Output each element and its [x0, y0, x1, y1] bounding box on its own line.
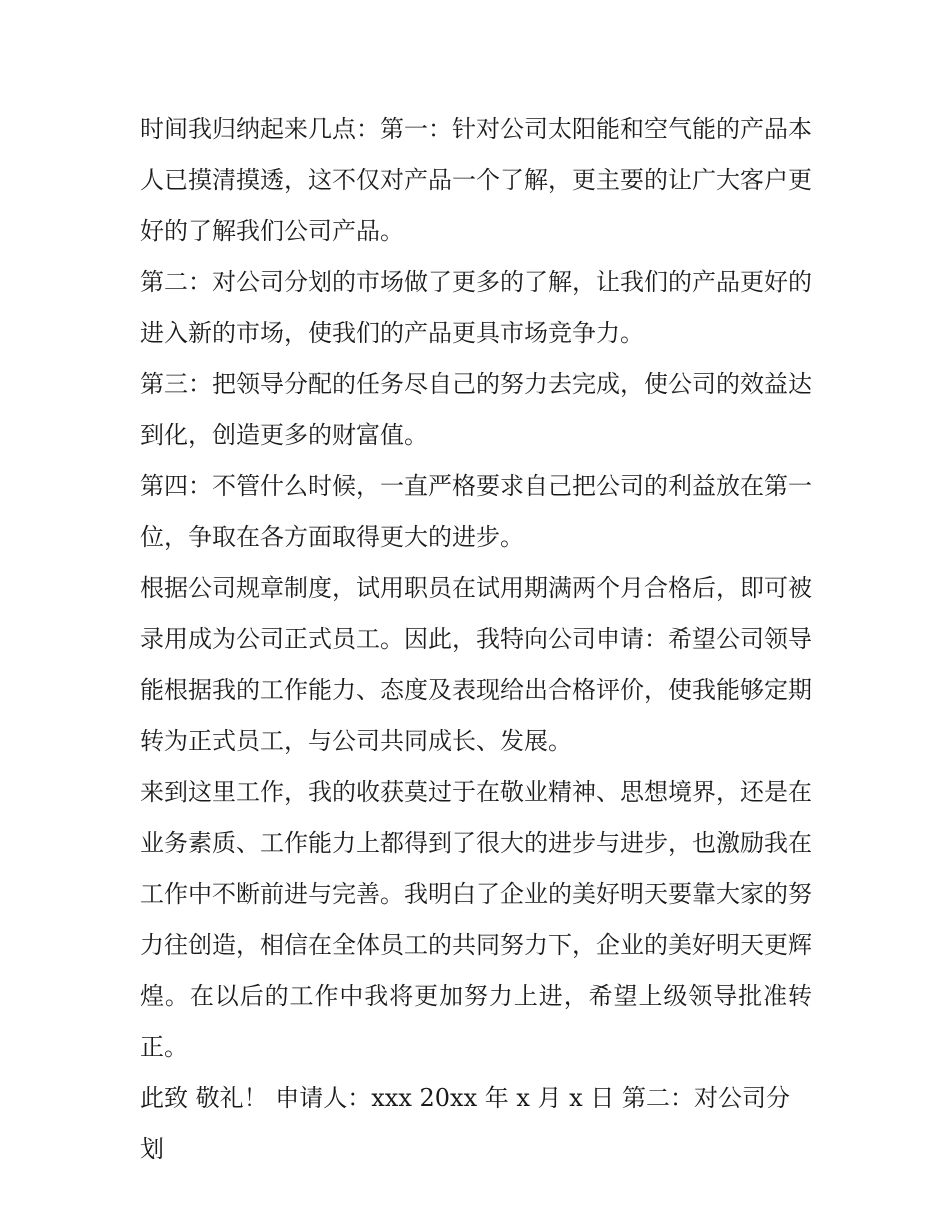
paragraph-closing-signature: 此致 敬礼！ 申请人：xxx 20xx 年 x 月 x 日 第二：对公司分划	[140, 1084, 790, 1163]
paragraph-work-gains: 来到这里工作，我的收获莫过于在敬业精神、思想境界，还是在业务素质、工作能力上都得到了很大的进步与进步，也激励我在工作中不断前进与完善。我明白了企业的美好明天要靠大家的努力往创造，相信在全体员工的共同努力下，企业的美好明天更辉煌。在以后的工作中我将更加努力上进，希望上级领导批准转正。	[140, 778, 812, 1061]
paragraph-company-rules: 根据公司规章制度，试用职员在试用期满两个月合格后，即可被录用成为公司正式员工。因此，我特向公司申请：希望公司领导能根据我的工作能力、态度及表现给出合格评价，使我能够定期转为正式员工，与公司共同成长、发展。	[140, 574, 812, 755]
paragraph-third-point: 第三：把领导分配的任务尽自己的努力去完成，使公司的效益达到化，创造更多的财富值。	[140, 370, 812, 449]
paragraph-second-point: 第二：对公司分划的市场做了更多的了解，让我们的产品更好的进入新的市场，使我们的产品更具市场竞争力。	[140, 268, 812, 347]
document-body	[140, 104, 812, 1175]
paragraph-intro-first-point: 时间我归纳起来几点：第一：针对公司太阳能和空气能的产品本人已摸清摸透，这不仅对产品一个了解，更主要的让广大客户更好的了解我们公司产品。	[140, 115, 812, 245]
paragraph-fourth-point: 第四：不管什么时候，一直严格要求自己把公司的利益放在第一位，争取在各方面取得更大的进步。	[140, 472, 812, 551]
